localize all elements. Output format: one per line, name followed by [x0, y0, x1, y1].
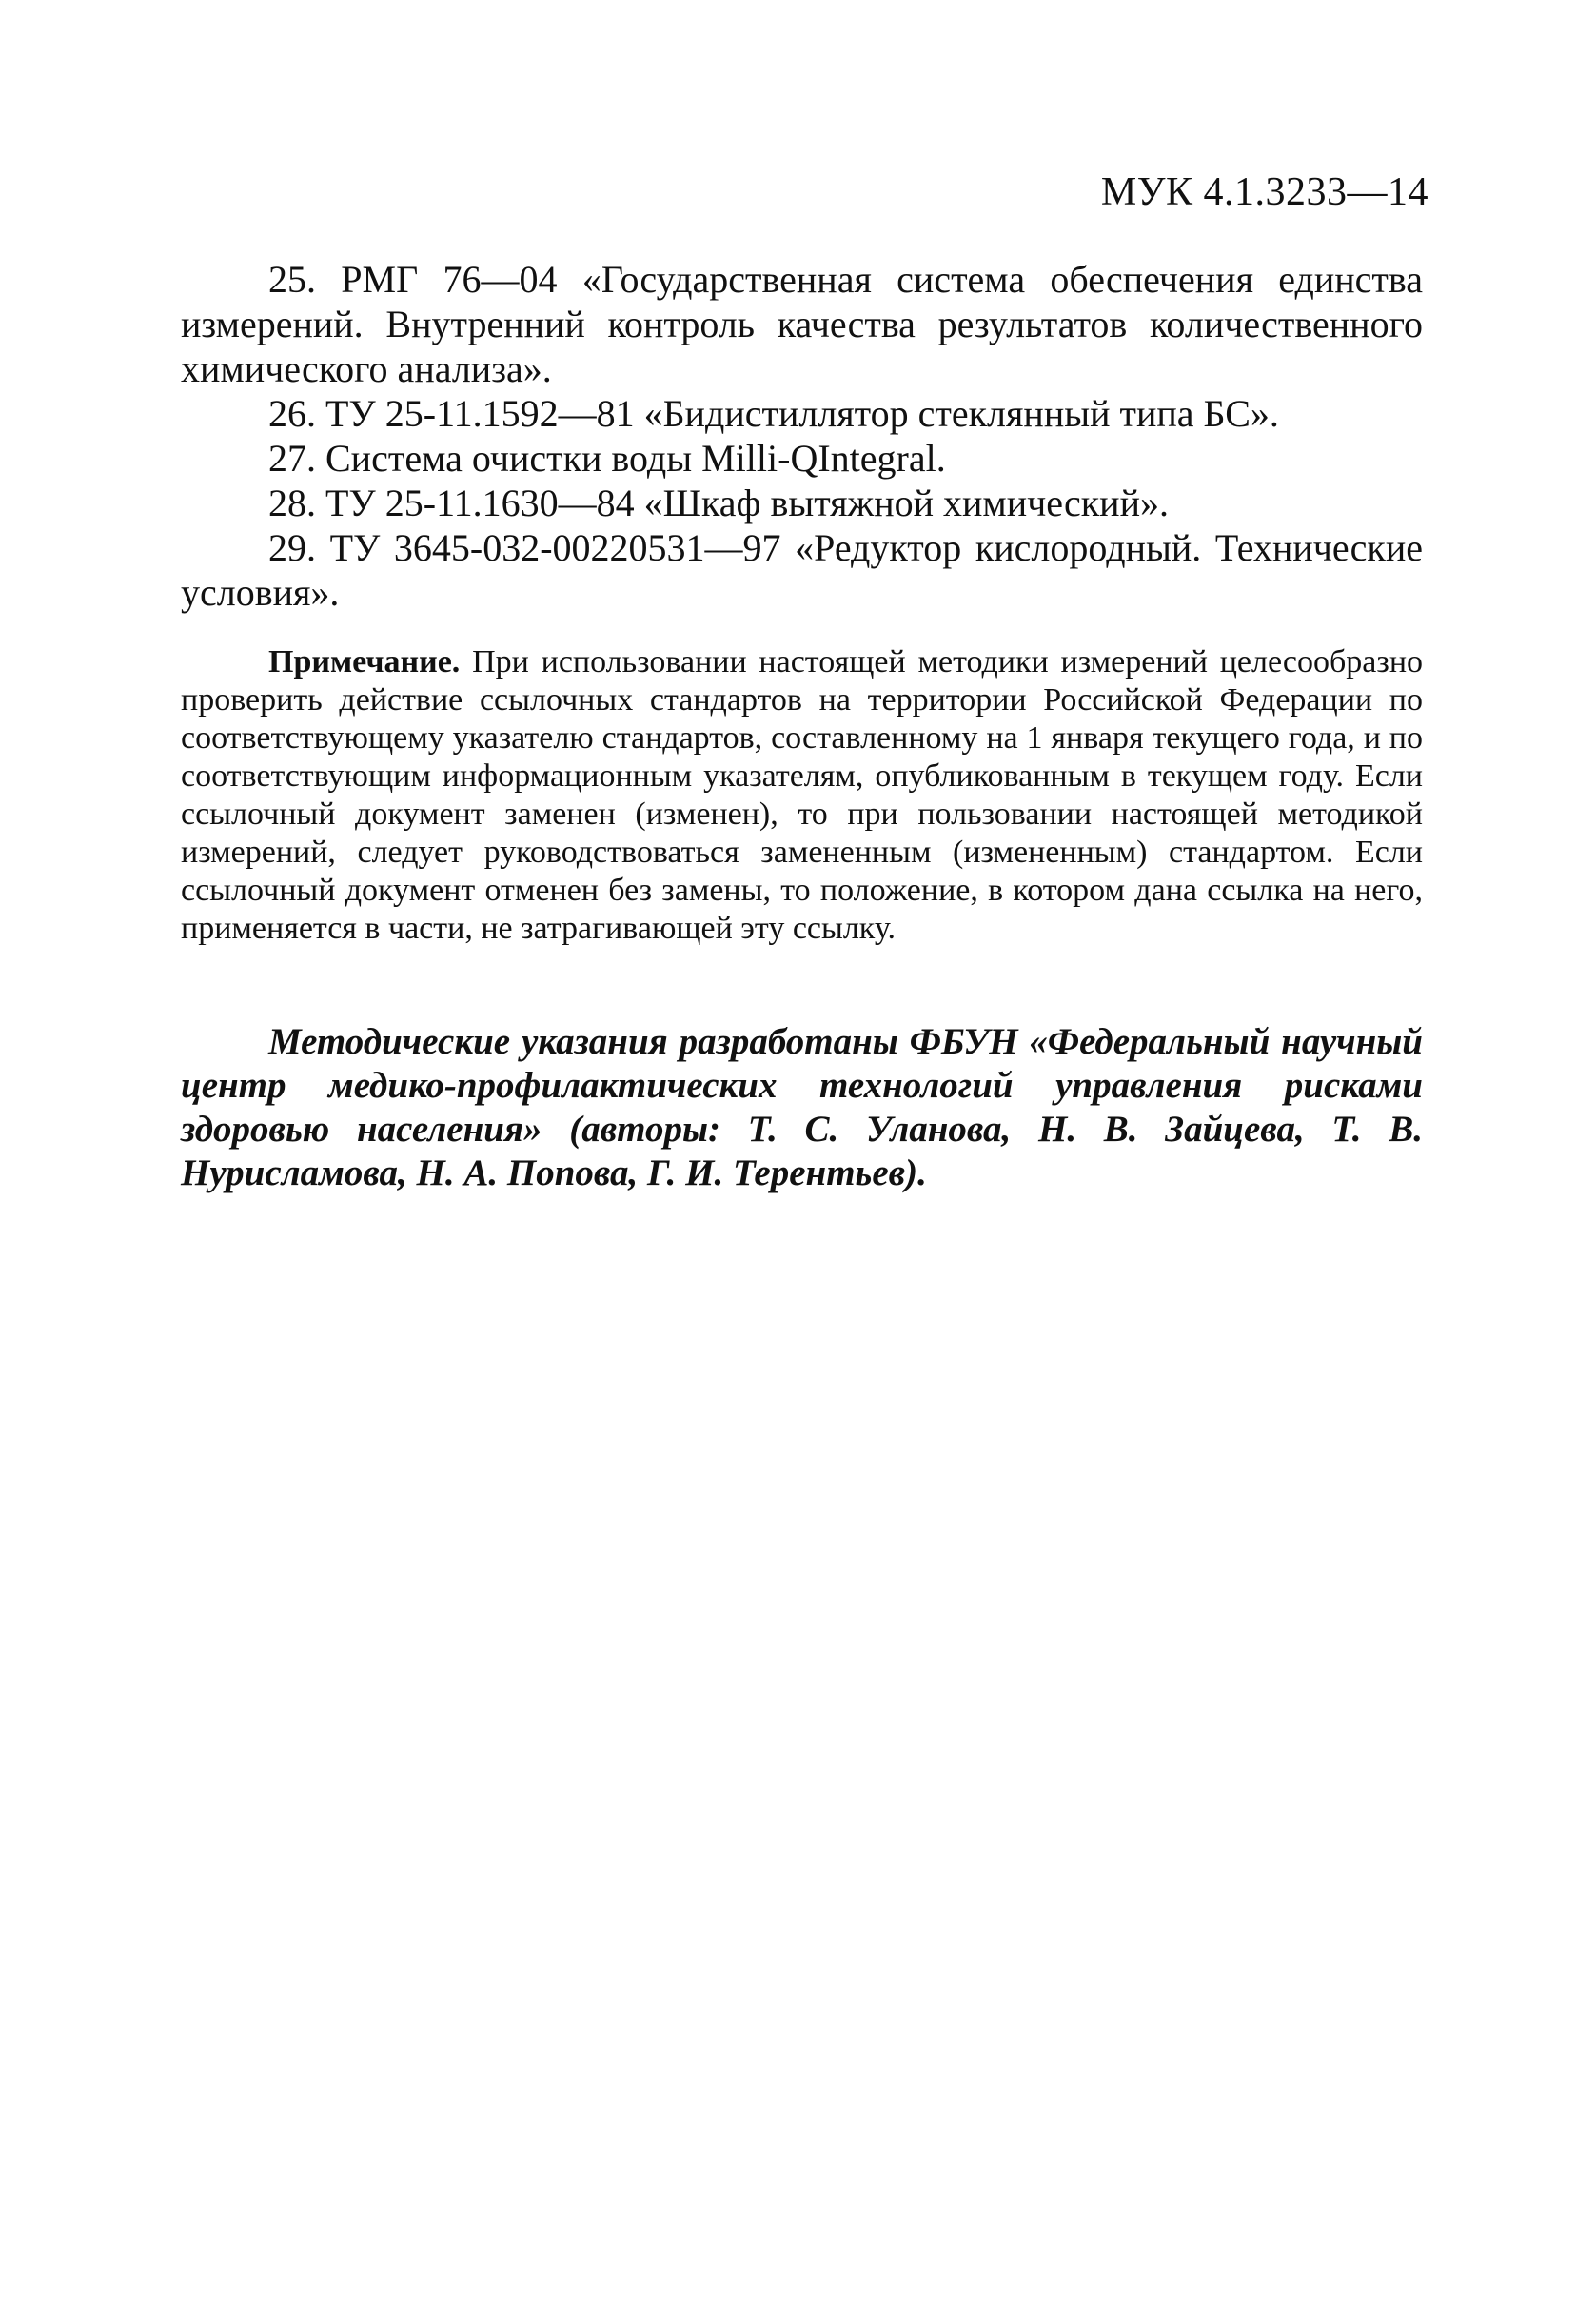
reference-item-25: 25. РМГ 76—04 «Государственная система обеспечения единства измерений. Внутренний контроль качества результатов количественного химического анализа».	[181, 258, 1423, 390]
authors-statement: Методические указания разработаны ФБУН «Федеральный научный центр медико-профилактических технологий управления рисками здоровью населения» (авторы: Т. С. Уланова, Н. В. Зайцева, Т. В. Нурисламова, Н. А. Попова, Г. И. Терентьев).	[181, 1021, 1423, 1193]
reference-item-26: 26. ТУ 25-11.1592—81 «Бидистиллятор стеклянный типа БС».	[268, 392, 1279, 435]
reference-item-29: 29. ТУ 3645-032-00220531—97 «Редуктор кислородный. Технические условия».	[181, 526, 1423, 614]
note-label: Примечание.	[268, 644, 461, 679]
document-code-header: МУК 4.1.3233—14	[1100, 170, 1429, 214]
reference-item-27: 27. Система очистки воды Milli-QIntegral.	[268, 437, 946, 480]
reference-item-28: 28. ТУ 25-11.1630—84 «Шкаф вытяжной химический».	[268, 482, 1169, 524]
page-content	[181, 257, 1423, 1232]
note-text: При использовании настоящей методики измерений целесообразно проверить действие ссылочных стандартов на территории Российской Федерации по соответствующему указателю стандартов, составленному на 1 января текущего года, и по соответствующим информационным указателям, опубликованным в текущем году. Если ссылочный документ заменен (изменен), то при пользовании настоящей методикой измерений, следует руководствоваться замененным (измененным) стандартом. Если ссылочный документ отменен без замены, то положение, в котором дана ссылка на него, применяется в части, не затрагивающей эту ссылку.	[181, 644, 1424, 946]
note-paragraph	[181, 643, 1423, 948]
